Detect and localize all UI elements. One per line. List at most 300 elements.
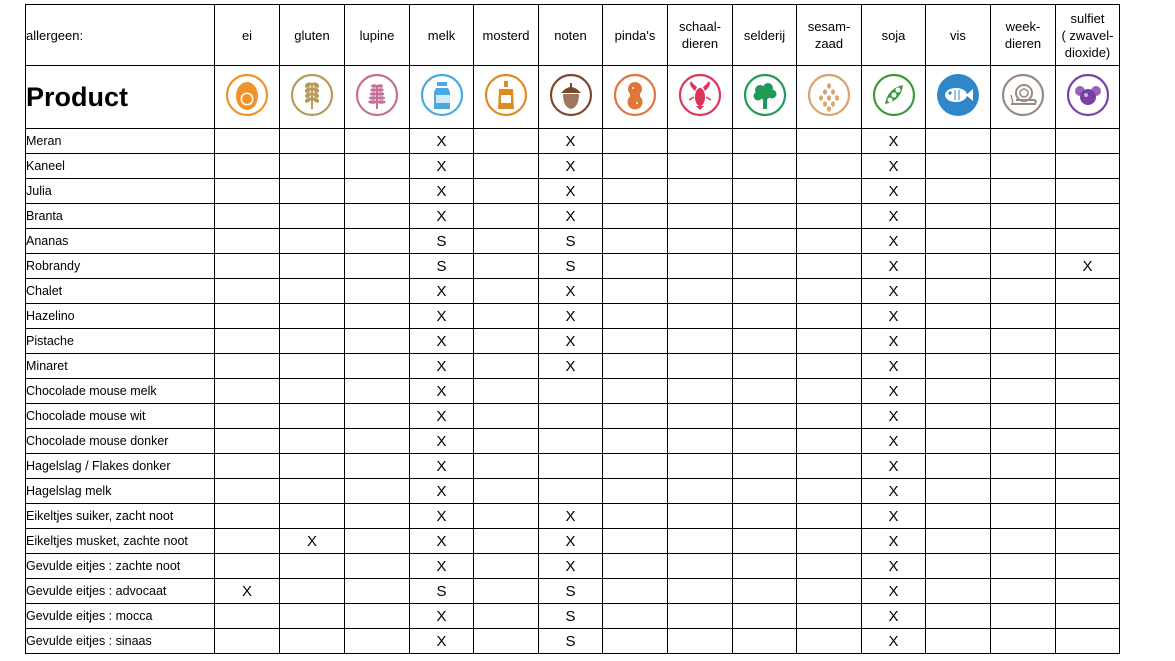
table-row <box>26 604 1120 629</box>
allergen-icon-row <box>26 66 1120 129</box>
table-row <box>26 554 1120 579</box>
product-name: Chocolade mouse melk <box>26 379 215 404</box>
allergen-mark-selderij <box>733 229 797 254</box>
allergen-mark-melk: S <box>410 579 474 604</box>
allergen-mark-selderij <box>733 404 797 429</box>
allergen-mark-sesamzaad <box>797 479 862 504</box>
allergen-mark-sesamzaad <box>797 429 862 454</box>
allergen-mark-noten <box>539 404 603 429</box>
allergen-mark-sesamzaad <box>797 454 862 479</box>
allergen-mark-mosterd <box>474 304 539 329</box>
allergen-mark-weekdieren <box>991 579 1056 604</box>
allergen-mark-melk: X <box>410 204 474 229</box>
allergen-mark-sulfiet <box>1056 529 1120 554</box>
table-row <box>26 254 1120 279</box>
allergen-mark-gluten <box>280 329 345 354</box>
allergen-mark-sesamzaad <box>797 254 862 279</box>
allergen-mark-mosterd <box>474 504 539 529</box>
allergen-mark-sesamzaad <box>797 604 862 629</box>
allergen-mark-gluten <box>280 404 345 429</box>
allergen-mark-pindas <box>603 179 668 204</box>
allergen-mark-weekdieren <box>991 379 1056 404</box>
allergen-mark-ei <box>215 529 280 554</box>
soybean-icon <box>872 73 916 117</box>
allergen-mark-melk: X <box>410 404 474 429</box>
allergen-mark-ei: X <box>215 579 280 604</box>
allergen-mark-gluten <box>280 379 345 404</box>
allergen-mark-pindas <box>603 354 668 379</box>
allergen-mark-noten: S <box>539 604 603 629</box>
acorn-icon <box>549 73 593 117</box>
lobster-icon <box>678 73 722 117</box>
allergen-mark-ei <box>215 429 280 454</box>
product-name: Branta <box>26 204 215 229</box>
allergen-mark-soja: X <box>862 154 926 179</box>
allergen-mark-lupine <box>345 129 410 154</box>
fish-icon <box>936 73 980 117</box>
allergen-mark-selderij <box>733 129 797 154</box>
allergen-mark-weekdieren <box>991 279 1056 304</box>
table-row <box>26 454 1120 479</box>
allergen-mark-noten <box>539 479 603 504</box>
allergen-mark-pindas <box>603 204 668 229</box>
allergen-mark-schaaldieren <box>668 479 733 504</box>
allergen-mark-melk: X <box>410 129 474 154</box>
allergen-mark-gluten <box>280 479 345 504</box>
allergen-mark-selderij <box>733 179 797 204</box>
allergen-header-sesamzaad: sesam- zaad <box>797 5 862 66</box>
allergen-icon-cell-sesamzaad <box>797 66 862 129</box>
allergen-mark-vis <box>926 129 991 154</box>
allergen-mark-sulfiet <box>1056 354 1120 379</box>
product-name: Minaret <box>26 354 215 379</box>
allergen-mark-sesamzaad <box>797 529 862 554</box>
allergen-mark-soja: X <box>862 554 926 579</box>
allergen-mark-noten: S <box>539 579 603 604</box>
allergen-mark-vis <box>926 579 991 604</box>
allergen-mark-ei <box>215 454 280 479</box>
allergen-mark-soja: X <box>862 479 926 504</box>
sulphite-molecule-icon <box>1066 73 1110 117</box>
allergen-mark-sesamzaad <box>797 629 862 654</box>
allergen-mark-pindas <box>603 604 668 629</box>
allergen-mark-sulfiet <box>1056 179 1120 204</box>
allergen-mark-ei <box>215 404 280 429</box>
allergen-mark-noten: S <box>539 229 603 254</box>
allergen-mark-vis <box>926 629 991 654</box>
allergen-mark-sesamzaad <box>797 354 862 379</box>
allergen-mark-selderij <box>733 354 797 379</box>
allergen-mark-selderij <box>733 604 797 629</box>
allergen-header-weekdieren: week- dieren <box>991 5 1056 66</box>
allergen-header-sulfiet: sulfiet ( zwavel- dioxide) <box>1056 5 1120 66</box>
allergen-mark-schaaldieren <box>668 204 733 229</box>
product-name: Eikeltjes musket, zachte noot <box>26 529 215 554</box>
allergen-mark-sulfiet <box>1056 329 1120 354</box>
allergen-mark-selderij <box>733 529 797 554</box>
allergen-mark-sesamzaad <box>797 554 862 579</box>
allergen-mark-gluten <box>280 429 345 454</box>
table-row <box>26 229 1120 254</box>
allergen-mark-sesamzaad <box>797 379 862 404</box>
allergen-mark-schaaldieren <box>668 554 733 579</box>
allergen-mark-sulfiet <box>1056 579 1120 604</box>
allergen-mark-lupine <box>345 429 410 454</box>
allergen-header-vis: vis <box>926 5 991 66</box>
allergen-mark-soja: X <box>862 379 926 404</box>
allergen-mark-schaaldieren <box>668 579 733 604</box>
table-row <box>26 479 1120 504</box>
allergen-mark-sulfiet: X <box>1056 254 1120 279</box>
table-row <box>26 629 1120 654</box>
allergen-mark-gluten <box>280 304 345 329</box>
allergen-icon-cell-selderij <box>733 66 797 129</box>
product-column-title: Product <box>26 66 215 129</box>
allergen-mark-sulfiet <box>1056 304 1120 329</box>
product-name: Gevulde eitjes : mocca <box>26 604 215 629</box>
allergen-mark-melk: X <box>410 329 474 354</box>
allergen-mark-lupine <box>345 329 410 354</box>
allergen-mark-lupine <box>345 154 410 179</box>
lupine-flower-icon <box>355 73 399 117</box>
allergen-mark-melk: X <box>410 504 474 529</box>
allergen-mark-pindas <box>603 229 668 254</box>
allergen-mark-soja: X <box>862 429 926 454</box>
allergen-icon-cell-weekdieren <box>991 66 1056 129</box>
allergen-mark-sulfiet <box>1056 479 1120 504</box>
allergen-mark-mosterd <box>474 254 539 279</box>
allergen-mark-mosterd <box>474 129 539 154</box>
allergen-mark-mosterd <box>474 379 539 404</box>
allergen-mark-gluten <box>280 629 345 654</box>
allergen-mark-noten: X <box>539 304 603 329</box>
allergen-mark-melk: X <box>410 429 474 454</box>
product-name: Julia <box>26 179 215 204</box>
allergen-mark-melk: X <box>410 529 474 554</box>
allergen-mark-soja: X <box>862 204 926 229</box>
product-name: Gevulde eitjes : zachte noot <box>26 554 215 579</box>
allergen-mark-pindas <box>603 629 668 654</box>
allergen-mark-melk: X <box>410 454 474 479</box>
allergen-icon-cell-pindas <box>603 66 668 129</box>
allergen-mark-ei <box>215 129 280 154</box>
allergen-mark-sesamzaad <box>797 129 862 154</box>
allergen-mark-schaaldieren <box>668 279 733 304</box>
allergen-mark-vis <box>926 529 991 554</box>
allergen-mark-gluten <box>280 179 345 204</box>
allergen-mark-selderij <box>733 579 797 604</box>
table-row <box>26 579 1120 604</box>
allergen-mark-pindas <box>603 404 668 429</box>
allergen-header-label: allergeen: <box>26 5 215 66</box>
allergen-mark-noten: X <box>539 529 603 554</box>
allergen-mark-ei <box>215 629 280 654</box>
allergen-mark-ei <box>215 379 280 404</box>
allergen-mark-sulfiet <box>1056 204 1120 229</box>
allergen-mark-noten: X <box>539 554 603 579</box>
allergen-mark-lupine <box>345 379 410 404</box>
allergen-mark-pindas <box>603 304 668 329</box>
product-name: Eikeltjes suiker, zacht noot <box>26 504 215 529</box>
allergen-mark-weekdieren <box>991 429 1056 454</box>
allergen-mark-lupine <box>345 629 410 654</box>
allergen-mark-schaaldieren <box>668 229 733 254</box>
allergen-mark-mosterd <box>474 454 539 479</box>
allergen-header-melk: melk <box>410 5 474 66</box>
allergen-mark-ei <box>215 179 280 204</box>
allergen-mark-vis <box>926 479 991 504</box>
allergen-mark-noten: X <box>539 179 603 204</box>
allergen-mark-schaaldieren <box>668 154 733 179</box>
allergen-mark-soja: X <box>862 229 926 254</box>
allergen-mark-melk: X <box>410 304 474 329</box>
allergen-mark-noten <box>539 379 603 404</box>
allergen-mark-lupine <box>345 554 410 579</box>
allergen-mark-melk: X <box>410 354 474 379</box>
table-row <box>26 379 1120 404</box>
table-row <box>26 429 1120 454</box>
allergen-mark-gluten <box>280 354 345 379</box>
allergen-mark-sulfiet <box>1056 379 1120 404</box>
allergen-mark-soja: X <box>862 579 926 604</box>
allergen-mark-weekdieren <box>991 154 1056 179</box>
product-rows <box>26 129 1120 654</box>
allergen-mark-ei <box>215 554 280 579</box>
allergen-mark-lupine <box>345 204 410 229</box>
allergen-mark-vis <box>926 504 991 529</box>
allergen-mark-pindas <box>603 329 668 354</box>
allergen-table <box>25 4 1120 654</box>
allergen-mark-sesamzaad <box>797 229 862 254</box>
allergen-mark-weekdieren <box>991 329 1056 354</box>
allergen-header-noten: noten <box>539 5 603 66</box>
allergen-mark-selderij <box>733 479 797 504</box>
allergen-mark-soja: X <box>862 454 926 479</box>
allergen-mark-mosterd <box>474 579 539 604</box>
allergen-mark-selderij <box>733 429 797 454</box>
allergen-mark-gluten <box>280 504 345 529</box>
product-name: Hazelino <box>26 304 215 329</box>
allergen-header-mosterd: mosterd <box>474 5 539 66</box>
product-name: Meran <box>26 129 215 154</box>
allergen-mark-lupine <box>345 179 410 204</box>
allergen-mark-vis <box>926 254 991 279</box>
allergen-label-row <box>26 5 1120 66</box>
allergen-mark-melk: X <box>410 554 474 579</box>
allergen-mark-mosterd <box>474 329 539 354</box>
allergen-mark-mosterd <box>474 204 539 229</box>
allergen-mark-gluten: X <box>280 529 345 554</box>
allergen-mark-melk: X <box>410 604 474 629</box>
allergen-mark-vis <box>926 404 991 429</box>
allergen-mark-gluten <box>280 229 345 254</box>
table-row <box>26 329 1120 354</box>
allergen-mark-vis <box>926 429 991 454</box>
allergen-mark-sulfiet <box>1056 629 1120 654</box>
allergen-mark-pindas <box>603 429 668 454</box>
allergen-mark-melk: S <box>410 229 474 254</box>
allergen-icon-cell-vis <box>926 66 991 129</box>
allergen-icon-cell-sulfiet <box>1056 66 1120 129</box>
egg-icon <box>225 73 269 117</box>
allergen-mark-weekdieren <box>991 229 1056 254</box>
allergen-mark-vis <box>926 604 991 629</box>
allergen-mark-sulfiet <box>1056 504 1120 529</box>
allergen-mark-selderij <box>733 454 797 479</box>
allergen-mark-melk: S <box>410 254 474 279</box>
allergen-header-gluten: gluten <box>280 5 345 66</box>
allergen-mark-weekdieren <box>991 204 1056 229</box>
allergen-mark-selderij <box>733 254 797 279</box>
allergen-mark-schaaldieren <box>668 604 733 629</box>
allergen-mark-vis <box>926 179 991 204</box>
allergen-mark-noten: S <box>539 629 603 654</box>
allergen-mark-soja: X <box>862 304 926 329</box>
allergen-header-soja: soja <box>862 5 926 66</box>
allergen-mark-pindas <box>603 479 668 504</box>
allergen-mark-noten: X <box>539 504 603 529</box>
allergen-mark-mosterd <box>474 529 539 554</box>
allergen-mark-vis <box>926 379 991 404</box>
allergen-mark-pindas <box>603 129 668 154</box>
product-name: Chocolade mouse donker <box>26 429 215 454</box>
allergen-mark-noten <box>539 454 603 479</box>
allergen-header-ei: ei <box>215 5 280 66</box>
allergen-mark-sesamzaad <box>797 154 862 179</box>
allergen-header-schaaldieren: schaal- dieren <box>668 5 733 66</box>
allergen-mark-mosterd <box>474 404 539 429</box>
allergen-mark-sesamzaad <box>797 404 862 429</box>
allergen-mark-ei <box>215 354 280 379</box>
allergen-mark-weekdieren <box>991 179 1056 204</box>
product-name: Robrandy <box>26 254 215 279</box>
allergen-mark-pindas <box>603 379 668 404</box>
allergen-mark-pindas <box>603 579 668 604</box>
allergen-mark-mosterd <box>474 229 539 254</box>
allergen-mark-lupine <box>345 579 410 604</box>
allergen-mark-soja: X <box>862 179 926 204</box>
allergen-mark-mosterd <box>474 429 539 454</box>
product-name: Pistache <box>26 329 215 354</box>
allergen-mark-melk: X <box>410 279 474 304</box>
allergen-icon-cell-ei <box>215 66 280 129</box>
celery-icon <box>743 73 787 117</box>
allergen-mark-soja: X <box>862 329 926 354</box>
allergen-mark-selderij <box>733 504 797 529</box>
allergen-icon-cell-mosterd <box>474 66 539 129</box>
table-row <box>26 179 1120 204</box>
allergen-mark-lupine <box>345 454 410 479</box>
table-row <box>26 529 1120 554</box>
allergen-mark-selderij <box>733 204 797 229</box>
allergen-icon-cell-noten <box>539 66 603 129</box>
product-name: Hagelslag melk <box>26 479 215 504</box>
table-row <box>26 354 1120 379</box>
table-row <box>26 154 1120 179</box>
allergen-mark-gluten <box>280 129 345 154</box>
allergen-mark-schaaldieren <box>668 129 733 154</box>
allergen-mark-gluten <box>280 554 345 579</box>
allergen-mark-sulfiet <box>1056 454 1120 479</box>
allergen-mark-schaaldieren <box>668 329 733 354</box>
allergen-mark-lupine <box>345 254 410 279</box>
allergen-mark-vis <box>926 204 991 229</box>
allergen-mark-schaaldieren <box>668 429 733 454</box>
allergen-mark-soja: X <box>862 279 926 304</box>
allergen-mark-melk: X <box>410 479 474 504</box>
allergen-icon-cell-soja <box>862 66 926 129</box>
allergen-mark-schaaldieren <box>668 629 733 654</box>
allergen-mark-schaaldieren <box>668 529 733 554</box>
allergen-mark-soja: X <box>862 504 926 529</box>
allergen-mark-lupine <box>345 304 410 329</box>
allergen-mark-pindas <box>603 154 668 179</box>
allergen-mark-sesamzaad <box>797 304 862 329</box>
product-name: Chocolade mouse wit <box>26 404 215 429</box>
allergen-mark-selderij <box>733 554 797 579</box>
table-row <box>26 129 1120 154</box>
allergen-mark-soja: X <box>862 354 926 379</box>
allergen-mark-vis <box>926 329 991 354</box>
allergen-mark-noten: X <box>539 154 603 179</box>
allergen-mark-soja: X <box>862 629 926 654</box>
allergen-mark-ei <box>215 229 280 254</box>
allergen-mark-lupine <box>345 479 410 504</box>
allergen-header-selderij: selderij <box>733 5 797 66</box>
allergen-mark-soja: X <box>862 254 926 279</box>
allergen-mark-sesamzaad <box>797 279 862 304</box>
allergen-mark-vis <box>926 229 991 254</box>
table-row <box>26 404 1120 429</box>
allergen-mark-schaaldieren <box>668 454 733 479</box>
allergen-mark-sulfiet <box>1056 279 1120 304</box>
allergen-mark-ei <box>215 504 280 529</box>
allergen-mark-noten <box>539 429 603 454</box>
table-row <box>26 504 1120 529</box>
allergen-mark-schaaldieren <box>668 254 733 279</box>
mustard-bottle-icon <box>484 73 528 117</box>
allergen-mark-lupine <box>345 604 410 629</box>
allergen-mark-soja: X <box>862 604 926 629</box>
allergen-mark-weekdieren <box>991 404 1056 429</box>
allergen-mark-lupine <box>345 229 410 254</box>
allergen-mark-sesamzaad <box>797 179 862 204</box>
allergen-mark-vis <box>926 554 991 579</box>
peanut-icon <box>613 73 657 117</box>
allergen-mark-sesamzaad <box>797 329 862 354</box>
allergen-mark-gluten <box>280 579 345 604</box>
allergen-mark-ei <box>215 479 280 504</box>
allergen-mark-pindas <box>603 454 668 479</box>
allergen-mark-ei <box>215 279 280 304</box>
allergen-mark-mosterd <box>474 629 539 654</box>
allergen-mark-pindas <box>603 279 668 304</box>
allergen-header-lupine: lupine <box>345 5 410 66</box>
allergen-mark-melk: X <box>410 154 474 179</box>
product-name: Chalet <box>26 279 215 304</box>
allergen-mark-gluten <box>280 454 345 479</box>
allergen-mark-sulfiet <box>1056 229 1120 254</box>
allergen-mark-weekdieren <box>991 554 1056 579</box>
product-name: Gevulde eitjes : advocaat <box>26 579 215 604</box>
allergen-mark-weekdieren <box>991 254 1056 279</box>
allergen-mark-weekdieren <box>991 629 1056 654</box>
allergen-mark-sulfiet <box>1056 554 1120 579</box>
product-name: Ananas <box>26 229 215 254</box>
allergen-mark-noten: X <box>539 354 603 379</box>
allergen-mark-gluten <box>280 279 345 304</box>
allergen-mark-lupine <box>345 529 410 554</box>
